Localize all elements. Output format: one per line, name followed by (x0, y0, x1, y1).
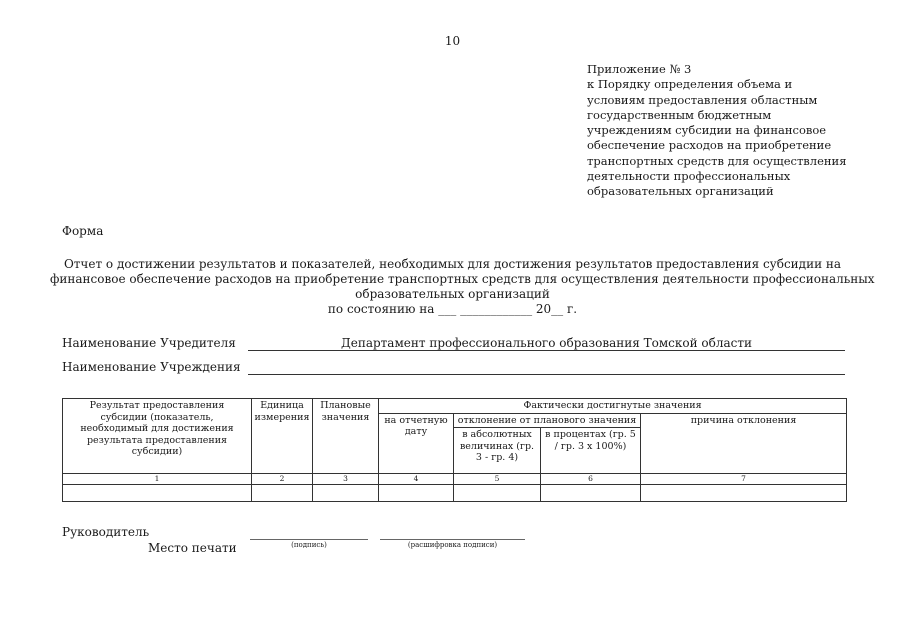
appendix-line: учреждениям субсидии на финансовое (587, 123, 827, 138)
header-result: Результат предоставления субсидии (показатель, необходимый для достижения результата предоставления субсидии) (63, 399, 252, 474)
appendix-line: образовательных организаций (587, 184, 774, 199)
head-label: Руководитель (62, 525, 150, 539)
title-line: Отчет о достижении результатов и показателей, необходимых для достижения результатов предоставления субсидии на (63, 257, 842, 271)
appendix-line: транспортных средств для осуществления (587, 153, 847, 168)
appendix-line: Приложение № 3 (587, 62, 692, 76)
header-plan: Плановые значения (313, 399, 379, 474)
title-date-line: по состоянию на ___ ____________ 20__ г. (327, 302, 578, 316)
stamp-label: Место печати (148, 541, 237, 555)
header-abs: в абсолютных величинах (гр. 3 - гр. 4) (454, 428, 541, 474)
header-actual: Фактически достигнутые значения (379, 399, 847, 414)
decoding-caption: (расшифровка подписи) (407, 541, 498, 549)
column-number: 3 (313, 474, 379, 485)
appendix-block (587, 62, 867, 200)
institution-field[interactable] (248, 360, 845, 375)
title-line: образовательных организаций (355, 287, 550, 301)
report-title (50, 257, 875, 317)
appendix-line: обеспечение расходов на приобретение (587, 138, 832, 153)
appendix-line: государственным бюджетным (587, 107, 772, 122)
table-cell[interactable] (379, 485, 454, 502)
signature-line[interactable] (250, 539, 368, 540)
column-number: 2 (252, 474, 313, 485)
header-reason: причина отклонения (641, 413, 847, 474)
founder-field[interactable]: Департамент профессионального образования Томской области (248, 336, 845, 351)
table-cell[interactable] (252, 485, 313, 502)
appendix-line: условиям предоставления областным (587, 92, 818, 107)
column-number: 6 (541, 474, 641, 485)
table-cell[interactable] (454, 485, 541, 502)
appendix-line: к Порядку определения объема и (587, 77, 793, 92)
table-cell[interactable] (541, 485, 641, 502)
table-cell[interactable] (641, 485, 847, 502)
header-deviation: отклонение от планового значения (454, 413, 641, 428)
header-pct: в процентах (гр. 5 / гр. 3 х 100%) (541, 428, 641, 474)
page-number: 10 (444, 34, 461, 48)
table-cell[interactable] (313, 485, 379, 502)
signature-caption: (подпись) (291, 541, 327, 549)
column-number: 1 (63, 474, 252, 485)
form-label: Форма (62, 224, 104, 238)
institution-label: Наименование Учреждения (62, 360, 241, 374)
table-cell[interactable] (63, 485, 252, 502)
decoding-line[interactable] (380, 539, 525, 540)
column-number: 4 (379, 474, 454, 485)
report-table (62, 398, 847, 502)
founder-label: Наименование Учредителя (62, 336, 236, 350)
column-number: 7 (641, 474, 847, 485)
appendix-line: деятельности профессиональных (587, 169, 791, 184)
header-report-date: на отчетную дату (379, 413, 454, 474)
title-line: финансовое обеспечение расходов на приобретение транспортных средств для осуществления деятельности профессиональных (50, 272, 875, 286)
column-number: 5 (454, 474, 541, 485)
header-unit: Единица измерения (252, 399, 313, 474)
